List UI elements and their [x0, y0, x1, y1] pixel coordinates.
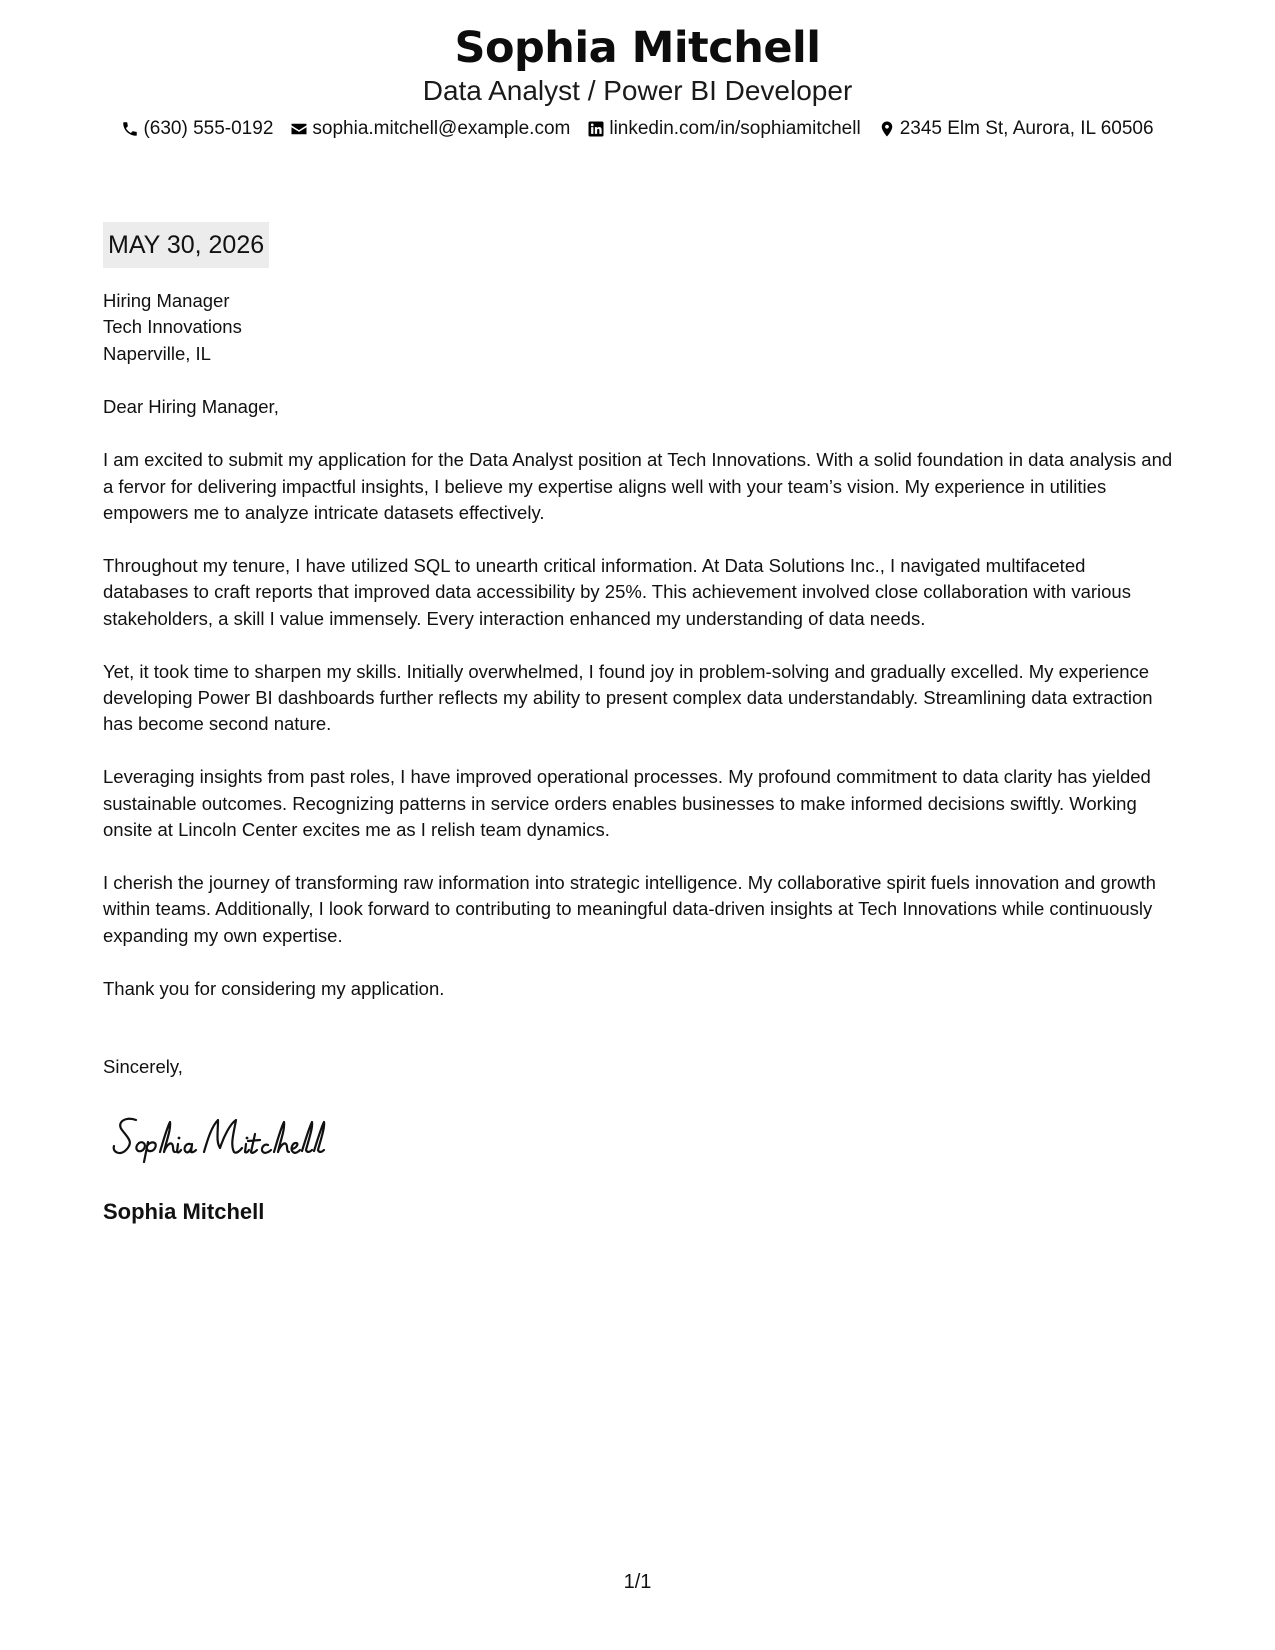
applicant-name: Sophia Mitchell: [454, 23, 821, 73]
linkedin-icon: [587, 120, 605, 138]
paragraph: Yet, it took time to sharpen my skills. Initially overwhelmed, I found joy in problem-solving and gradually excelled. My experience developing Power BI dashboards further reflects my ability to present complex data understandably. Streamlining data extraction has become second nature.: [103, 660, 1153, 735]
contact-address[interactable]: [878, 117, 1154, 141]
recipient-title: Hiring Manager: [103, 290, 230, 311]
paragraph: Throughout my tenure, I have utilized SQL to unearth critical information. At Data Solutions Inc., I navigated multifaceted databases to craft reports that improved data accessibility by 25%. This achievement involved close collaboration with various stakeholders, a skill I value immensely. Every interaction enhanced my understanding of data needs.: [103, 554, 1131, 629]
street-address: 2345 Elm St, Aurora, IL 60506: [899, 118, 1154, 139]
signer-name: Sophia Mitchell: [103, 1199, 265, 1224]
page-number: 1/1: [623, 1571, 652, 1593]
paragraph: I cherish the journey of transforming raw information into strategic intelligence. My collaborative spirit fuels innovation and growth within teams. Additionally, I look forward to contributing to meaningful data-driven insights at Tech Innovations while continuously expanding my own expertise.: [103, 872, 1156, 946]
paragraph: Leveraging insights from past roles, I have improved operational processes. My profound commitment to data clarity has yielded sustainable outcomes. Recognizing patterns in service orders enables businesses to make informed decisions swiftly. Working onsite at Lincoln Center excites me as I relish team dynamics.: [103, 766, 1151, 841]
linkedin-url: linkedin.com/in/sophiamitchell: [609, 118, 861, 139]
recipient-block: [103, 288, 1173, 367]
envelope-icon: [290, 120, 308, 138]
contact-phone[interactable]: [121, 117, 273, 141]
letter-body: [103, 288, 1173, 1081]
closing: Sincerely,: [103, 1056, 183, 1078]
applicant-title: Data Analyst / Power BI Developer: [422, 75, 853, 106]
phone-icon: [121, 120, 139, 138]
letter-date: MAY 30, 2026: [103, 222, 269, 268]
contact-email[interactable]: [290, 117, 570, 141]
recipient-company: Tech Innovations: [103, 316, 242, 338]
map-pin-icon: [878, 120, 896, 138]
phone-number: (630) 555-0192: [143, 118, 274, 139]
paragraph: I am excited to submit my application for the Data Analyst position at Tech Innovations. With a solid foundation in data analysis and a fervor for delivering impactful insights, I believe my expertise aligns well with your team’s vision. My experience in utilities empowers me to analyze intricate datasets effectively.: [103, 449, 1173, 523]
recipient-location: Naperville, IL: [103, 342, 211, 364]
thank-you-line: Thank you for considering my application.: [103, 977, 445, 999]
contact-linkedin[interactable]: [587, 117, 860, 141]
salutation: Dear Hiring Manager,: [103, 396, 279, 418]
handwritten-signature: [108, 1108, 358, 1164]
email-address: sophia.mitchell@example.com: [312, 118, 571, 139]
contact-bar: [0, 117, 1275, 141]
letter-header: [0, 20, 1275, 141]
